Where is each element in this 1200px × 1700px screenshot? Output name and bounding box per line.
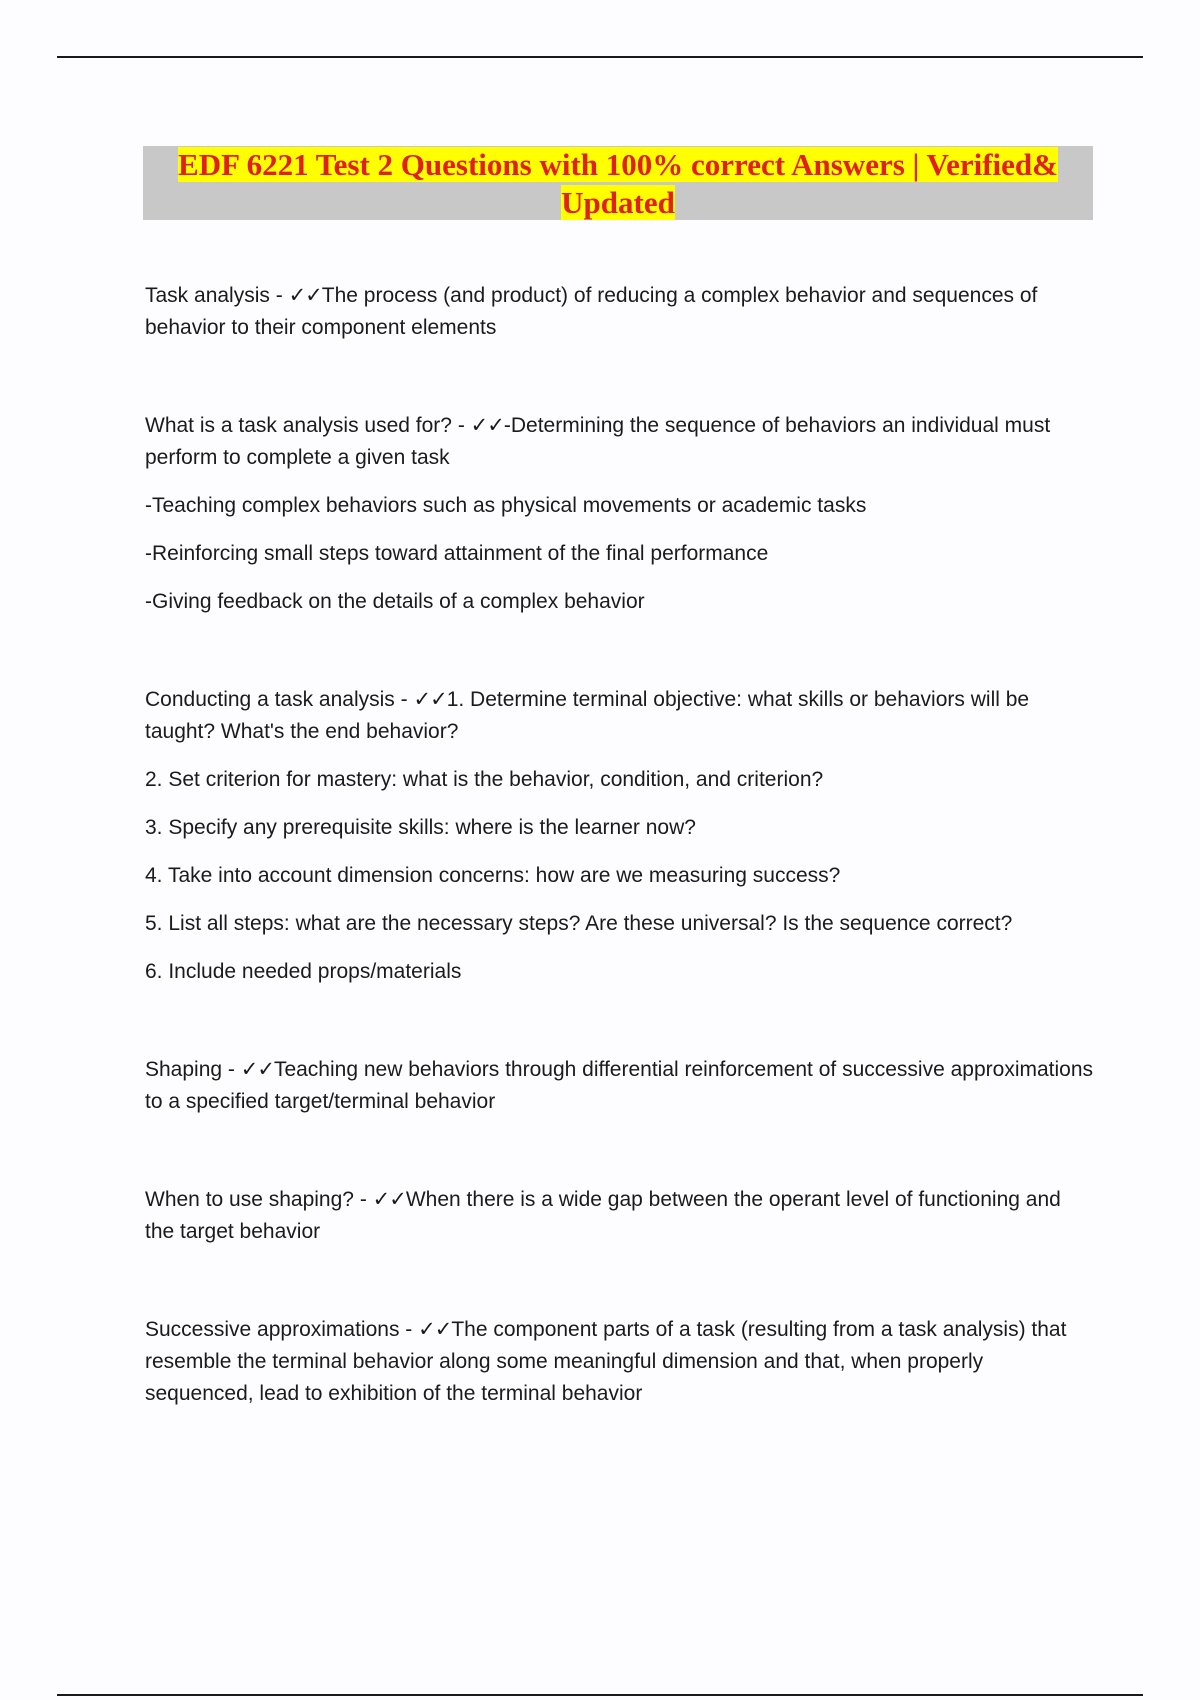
answer-line: -Teaching complex behaviors such as physical movements or academic tasks bbox=[145, 494, 867, 517]
term: Shaping bbox=[145, 1058, 223, 1081]
answer-line: The process (and product) of reducing a complex behavior and sequences of behavior to their component elements bbox=[145, 284, 1038, 339]
double-check-icon: ✓✓ bbox=[372, 1188, 406, 1211]
title-line-1: EDF 6221 Test 2 Questions with 100% correct Answers | Verified& bbox=[178, 147, 1058, 182]
double-check-icon: ✓✓ bbox=[470, 414, 504, 437]
answer-line: 3. Specify any prerequisite skills: where is the learner now? bbox=[145, 816, 696, 839]
qa-entry bbox=[145, 1184, 1095, 1248]
answer-line: -Determining the sequence of behaviors an individual must perform to complete a given task bbox=[145, 414, 1051, 469]
qa-entry bbox=[145, 1054, 1095, 1118]
double-check-icon: ✓✓ bbox=[413, 688, 447, 711]
document-title bbox=[143, 146, 1093, 222]
separator: - bbox=[451, 414, 471, 437]
term: When to use shaping? bbox=[145, 1188, 354, 1211]
answer-line: 4. Take into account dimension concerns: how are we measuring success? bbox=[145, 864, 841, 887]
qa-entry bbox=[145, 684, 1095, 988]
answer-line: Teaching new behaviors through differential reinforcement of successive approximations to a specified target/terminal behavior bbox=[145, 1058, 1094, 1113]
separator: - bbox=[222, 1058, 241, 1081]
top-rule bbox=[57, 56, 1143, 58]
separator: - bbox=[399, 1318, 419, 1341]
term: Task analysis bbox=[145, 284, 270, 307]
separator: - bbox=[394, 688, 414, 711]
double-check-icon: ✓✓ bbox=[418, 1318, 452, 1341]
separator: - bbox=[269, 284, 289, 307]
separator: - bbox=[353, 1188, 373, 1211]
term: Conducting a task analysis bbox=[145, 688, 395, 711]
qa-entry bbox=[145, 280, 1095, 344]
answer-line: -Giving feedback on the details of a complex behavior bbox=[145, 590, 645, 613]
bottom-rule bbox=[57, 1694, 1143, 1696]
answer-line: 1. Determine terminal objective: what skills or behaviors will be taught? What's the end behavior? bbox=[145, 688, 1030, 743]
term: Successive approximations bbox=[145, 1318, 400, 1341]
double-check-icon: ✓✓ bbox=[240, 1058, 274, 1081]
qa-entry bbox=[145, 410, 1095, 618]
answer-line: 6. Include needed props/materials bbox=[145, 960, 462, 983]
document-title-banner bbox=[143, 146, 1093, 220]
qa-entry bbox=[145, 1314, 1095, 1410]
answer-line: The component parts of a task (resulting from a task analysis) that resemble the terminal behavior along some meaningful dimension and that, when properly sequenced, lead to exhibition of the terminal behavior bbox=[145, 1318, 1067, 1405]
answer-line: -Reinforcing small steps toward attainment of the final performance bbox=[145, 542, 769, 565]
title-line-2: Updated bbox=[561, 185, 675, 220]
answer-line: 5. List all steps: what are the necessary steps? Are these universal? Is the sequence correct? bbox=[145, 912, 1013, 935]
answer-line: 2. Set criterion for mastery: what is the behavior, condition, and criterion? bbox=[145, 768, 824, 791]
term: What is a task analysis used for? bbox=[145, 414, 452, 437]
answer-line: When there is a wide gap between the operant level of functioning and the target behavior bbox=[145, 1188, 1061, 1243]
double-check-icon: ✓✓ bbox=[288, 284, 322, 307]
qa-list bbox=[145, 280, 1095, 1410]
